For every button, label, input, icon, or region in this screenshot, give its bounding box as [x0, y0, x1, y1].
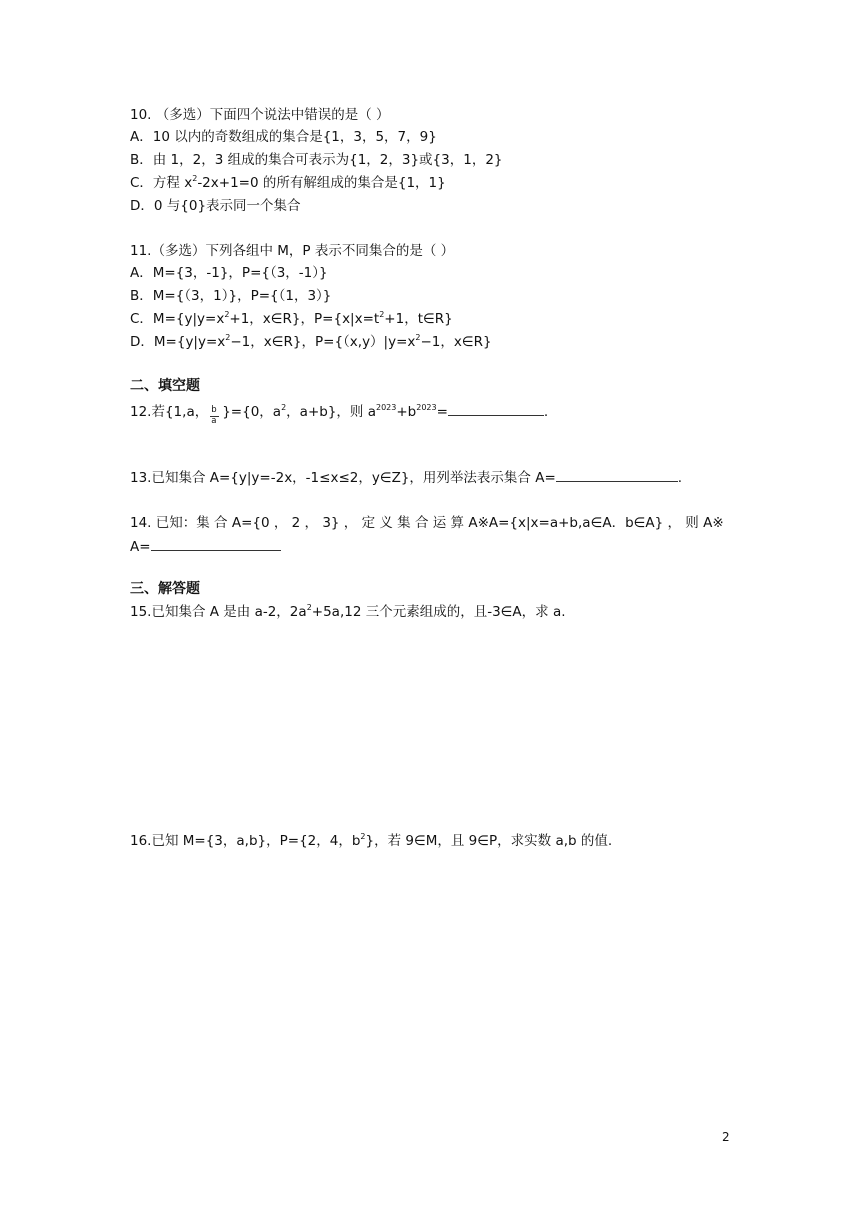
q14-line1: 14. 已知：集 合 A={0 ， 2 ， 3} ， 定 义 集 合 运 算 A※A={x|x=a+b,a∈A．b∈A} ， 则 A※: [130, 515, 724, 531]
q10-option-c: C．方程 $x^2-2x+1=0$ 的所有解组成的集合是{1，1}: [130, 174, 446, 191]
q13-answer-blank[interactable]: [556, 468, 678, 482]
q11-option-c: C．$M=\{y|y=x^2+1$，x∈R}，$P=\{x|x=t^2+1$，t∈R}: [130, 310, 453, 327]
q15: 15.已知集合 A 是由 a-2，$2a^2+5a,12$ 三个元素组成的，且-3∈A，求 a.: [130, 603, 566, 620]
q14-answer-blank[interactable]: [151, 537, 281, 551]
section-solve-heading: 三、解答题: [130, 581, 200, 597]
q14-line2: A=: [130, 537, 281, 556]
q11-option-d: D．$M=\{y|y=x^2-1$，x∈R}，$P=\{(x,y)|y=x^2-1$，x∈R}: [130, 333, 492, 350]
q10-stem: 10. （多选）下面四个说法中错误的是（ ）: [130, 107, 390, 123]
q11-option-a: A．M={3，-1}，P={（3，-1）}: [130, 265, 328, 281]
q16: 16.已知 M={3，a,b}，P={2，4，$b^2$}，若 9∈M，且 9∈P，求实数 a,b 的值.: [130, 832, 613, 849]
page-number: 2: [722, 1130, 730, 1144]
q11-stem: 11.（多选）下列各组中 M，P 表示不同集合的是（ ）: [130, 243, 455, 259]
q10-option-a: A．10 以内的奇数组成的集合是{1，3，5，7，9}: [130, 129, 437, 145]
q12-answer-blank[interactable]: [448, 402, 544, 416]
q10-option-d: D．0 与{0}表示同一个集合: [130, 198, 301, 214]
q13: 13.已知集合 A={y|y=-2x，-1≤x≤2，y∈Z}，用列举法表示集合 A= .: [130, 470, 683, 486]
q12: 12.若{1,a， $\frac{b}{a}$ }={0，$a^2$，a+b}，则 $a^{2023}+b^{2023}=$ .: [130, 403, 549, 426]
q10-option-b: B．由 1，2，3 组成的集合可表示为{1，2，3}或{3，1，2}: [130, 152, 503, 168]
q11-option-b: B．M={（3，1）}，P={（1，3）}: [130, 288, 332, 304]
section-fill-in-heading: 二、填空题: [130, 378, 200, 394]
fraction-b-over-a: $\frac{b}{a}$: [209, 402, 221, 420]
